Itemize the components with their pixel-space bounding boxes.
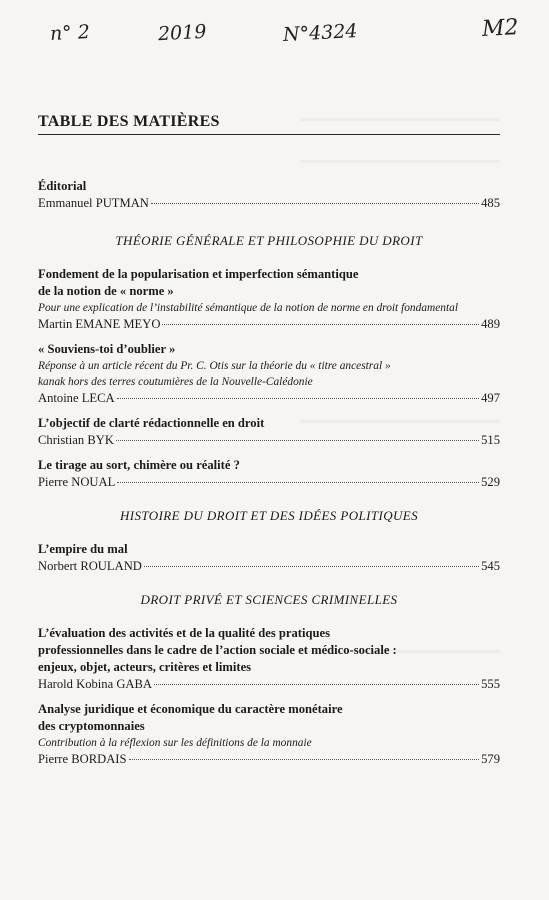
entry-author-line bbox=[38, 474, 500, 491]
dot-leader bbox=[117, 398, 480, 399]
entry-subtitle: kanak hors des terres coutumières de la Nouvelle-Calédonie bbox=[38, 376, 313, 388]
dot-leader bbox=[144, 566, 479, 567]
section-heading: HISTOIRE DU DROIT ET DES IDÉES POLITIQUES bbox=[119, 508, 419, 523]
dot-leader bbox=[154, 684, 479, 685]
entry-subtitle: Contribution à la réflexion sur les définitions de la monnaie bbox=[38, 737, 312, 749]
toc-sections bbox=[38, 232, 500, 768]
entry-author-line bbox=[38, 316, 500, 333]
entry-page-number: 579 bbox=[481, 752, 500, 766]
entry-author-line bbox=[38, 558, 500, 575]
entry-title: « Souviens-toi d’oublier » bbox=[38, 342, 176, 356]
entry-page-number: 529 bbox=[481, 475, 500, 489]
entry-subtitle: Réponse à un article récent du Pr. C. Otis sur la théorie du « titre ancestral » bbox=[38, 360, 391, 372]
entry-author: Martin EMANE MEYO bbox=[38, 317, 161, 331]
entry-author-line bbox=[38, 751, 500, 768]
entry-author-line bbox=[38, 390, 500, 407]
handwritten-number: N°4324 bbox=[282, 20, 359, 46]
entry-title: des cryptomonnaies bbox=[38, 719, 145, 733]
entry-author: Pierre BORDAIS bbox=[38, 752, 127, 766]
toc-entry bbox=[38, 415, 500, 449]
handwritten-issue: n° 2 bbox=[49, 20, 91, 46]
entry-title: professionnelles dans le cadre de l’action sociale et médico-sociale : bbox=[38, 643, 397, 657]
entry-page-number: 515 bbox=[481, 433, 500, 447]
handwritten-annotation bbox=[0, 14, 549, 54]
section-heading: DROIT PRIVÉ ET SCIENCES CRIMINELLES bbox=[140, 592, 398, 607]
entry-page-number: 485 bbox=[481, 196, 500, 210]
entry-author-line bbox=[38, 676, 500, 693]
section-heading: THÉORIE GÉNÉRALE ET PHILOSOPHIE DU DROIT bbox=[115, 233, 423, 248]
handwritten-year: 2019 bbox=[157, 20, 207, 46]
dot-leader bbox=[151, 203, 479, 204]
entry-author: Christian BYK bbox=[38, 433, 114, 447]
toc-entry bbox=[38, 266, 500, 333]
toc-entry bbox=[38, 701, 500, 768]
entry-title: L’objectif de clarté rédactionnelle en droit bbox=[38, 416, 265, 430]
entry-title: Analyse juridique et économique du caractère monétaire bbox=[38, 702, 343, 716]
entry-author: Norbert ROULAND bbox=[38, 559, 142, 573]
entry-page-number: 555 bbox=[481, 677, 500, 691]
toc-content bbox=[38, 178, 500, 776]
entry-title: Fondement de la popularisation et imperfection sémantique bbox=[38, 267, 359, 281]
entry-title: L’empire du mal bbox=[38, 542, 128, 556]
entry-author: Pierre NOUAL bbox=[38, 475, 116, 489]
entry-page-number: 497 bbox=[481, 391, 500, 405]
entry-page-number: 545 bbox=[481, 559, 500, 573]
show-through-line bbox=[300, 160, 500, 163]
toc-entry bbox=[38, 341, 500, 407]
dot-leader bbox=[129, 759, 480, 760]
entry-author: Emmanuel PUTMAN bbox=[38, 196, 149, 210]
dot-leader bbox=[117, 482, 479, 483]
entry-page-number: 489 bbox=[481, 317, 500, 331]
entry-title: enjeux, objet, acteurs, critères et limites bbox=[38, 660, 252, 674]
dot-leader bbox=[162, 324, 479, 325]
toc-entry bbox=[38, 625, 500, 693]
toc-entry-editorial bbox=[38, 178, 500, 212]
entry-author-line bbox=[38, 432, 500, 449]
entry-title: Éditorial bbox=[38, 179, 87, 193]
entry-title: de la notion de « norme » bbox=[38, 284, 174, 298]
entry-title: Le tirage au sort, chimère ou réalité ? bbox=[38, 458, 240, 472]
dot-leader bbox=[116, 440, 479, 441]
toc-entry bbox=[38, 541, 500, 575]
handwritten-code: M2 bbox=[481, 15, 520, 42]
entry-author: Antoine LECA bbox=[38, 391, 115, 405]
entry-subtitle: Pour une explication de l’instabilité sémantique de la notion de norme en droit fondamental bbox=[38, 302, 459, 314]
entry-author-line bbox=[38, 195, 500, 212]
toc-entry bbox=[38, 457, 500, 491]
entry-author: Harold Kobina GABA bbox=[38, 677, 153, 691]
toc-title: TABLE DES MATIÈRES bbox=[38, 113, 500, 135]
entry-title: L’évaluation des activités et de la qualité des pratiques bbox=[38, 626, 330, 640]
